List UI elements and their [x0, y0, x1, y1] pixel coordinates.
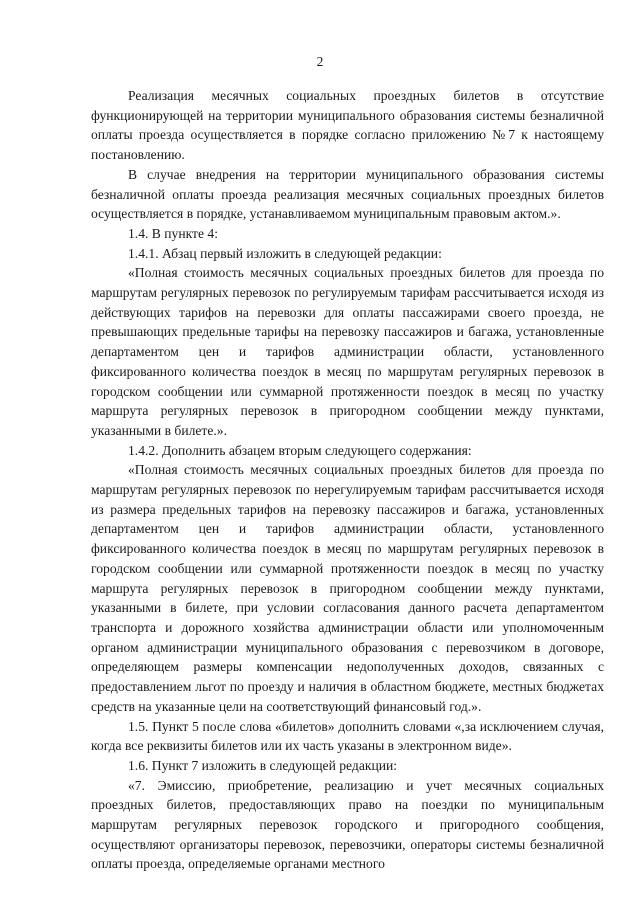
paragraph: 1.4.2. Дополнить абзацем вторым следующего содержания: — [128, 442, 472, 458]
paragraph: 1.4. В пункте 4: — [128, 225, 218, 241]
paragraph: 1.5. Пункт 5 после слова «билетов» дополнить словами «,за исключением случая, когда все реквизиты билетов или их часть указаны в электронном виде». — [91, 718, 604, 754]
page-number: 2 — [316, 54, 324, 69]
paragraph: 1.6. Пункт 7 изложить в следующей редакции: — [128, 757, 398, 773]
paragraph: Реализация месячных социальных проездных билетов в отсутствие функционирующей на территории муниципального образования системы безналичной оплаты проезда осуществляется в порядке согласно приложению №7 к настоящему постановлению. — [91, 88, 604, 163]
paragraph: 1.4.1. Абзац первый изложить в следующей редакции: — [128, 245, 442, 261]
document-body — [91, 86, 604, 874]
paragraph: «Полная стоимость месячных социальных проездных билетов для проезда по маршрутам регулярных перевозок по регулируемым тарифам рассчитывается исходя из действующих тарифов на перевозки для оплаты пассажирами своего проезда, не превышающих предельные тарифы на перевозку пассажиров и багажа, установленные департаментом цен и тарифов администрации области, установленного фиксированного количества поездок в месяц по маршрутам регулярных перевозок в городском сообщении или суммарной протяженности поездок в месяц по участку маршрута регулярных перевозок в пригородном сообщении между пунктами, указанными в билете.». — [91, 265, 604, 438]
paragraph: «Полная стоимость месячных социальных проездных билетов для проезда по маршрутам регулярных перевозок по нерегулируемым тарифам рассчитывается исходя из размера предельных тарифов на перевозку пассажиров и багажа, установленных департаментом цен и тарифов администрации области, установленного фиксированного количества поездок в месяц по маршрутам регулярных перевозок в городском сообщении или суммарной протяженности поездок в месяц по участку маршрута регулярных перевозок в пригородном сообщении между пунктами, указанными в билете, при условии согласования данного расчета департаментом транспорта и дорожного хозяйства администрации области или уполномоченным органом администрации муниципального образования с перевозчиком в договоре, определяющем размеры компенсации недополученных доходов, связанных с предоставлением льгот по проезду и наличия в областном бюджете, местных бюджетах средств на указанные цели на соответствующий финансовый год.». — [91, 462, 604, 714]
paragraph: В случае внедрения на территории муниципального образования системы безналичной оплаты проезда реализация месячных социальных проездных билетов осуществляется в порядке, устанавливаемом муниципальным правовым актом.». — [91, 166, 604, 222]
paragraph: «7. Эмиссию, приобретение, реализацию и учет месячных социальных проездных билетов, предоставляющих право на поездки по муниципальным маршрутам регулярных перевозок городского и пригородного сообщения, осуществляют организаторы перевозок, перевозчики, операторы системы безналичной оплаты проезда, определяемые органами местного — [91, 777, 604, 872]
